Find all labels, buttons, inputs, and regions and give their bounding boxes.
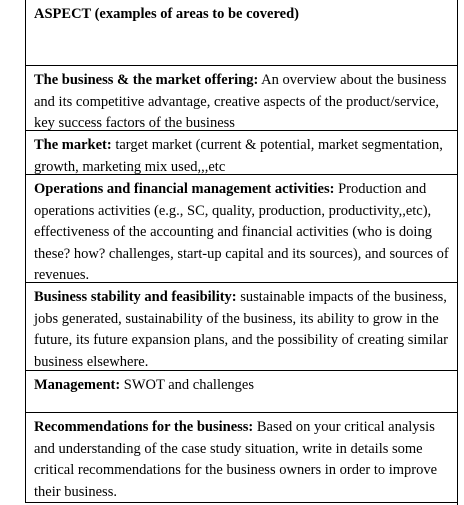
row-label: Operations and financial management activities: — [34, 181, 335, 197]
table-row-operations-finance — [25, 175, 458, 283]
row-text: Based on your critical analysis and understanding of the case study situation, write in details some critical recommendations for the business owners in order to improve their business. — [34, 419, 438, 500]
row-label: The business & the market offering: — [34, 72, 259, 88]
row-label: Business stability and feasibility: — [34, 289, 237, 305]
row-text: An overview about the business and its competitive advantage, creative aspects of the product/service, key success factors of the business — [34, 72, 447, 132]
table-header: ASPECT (examples of areas to be covered) — [34, 6, 299, 22]
aspect-table — [25, 0, 464, 503]
table-row-market — [25, 131, 458, 175]
table-row-management — [25, 371, 458, 413]
row-label: Recommendations for the business: — [34, 419, 254, 435]
table-row-business-offering — [25, 66, 458, 131]
row-label: Management: — [34, 377, 121, 393]
table-header-row — [25, 0, 458, 66]
row-label: The market: — [34, 137, 112, 153]
table-row-stability-feasibility — [25, 283, 458, 371]
row-text: sustainable impacts of the business, jobs generated, sustainability of the business, its ability to grow in the future, its future expansion plans, and the possibility of creating similar business elsewhere. — [34, 289, 448, 370]
row-text: SWOT and challenges — [120, 377, 254, 393]
table-row-recommendations — [25, 413, 458, 503]
row-text: target market (current & potential, market segmentation, growth, marketing mix used,,,etc — [34, 137, 443, 175]
row-text: Production and operations activities (e.g., SC, quality, production, productivity,,etc), effectiveness of the accounting and financial activities (who is doing these? how? challenges, start-up capital and its sources), and sources of revenues. — [34, 181, 449, 284]
